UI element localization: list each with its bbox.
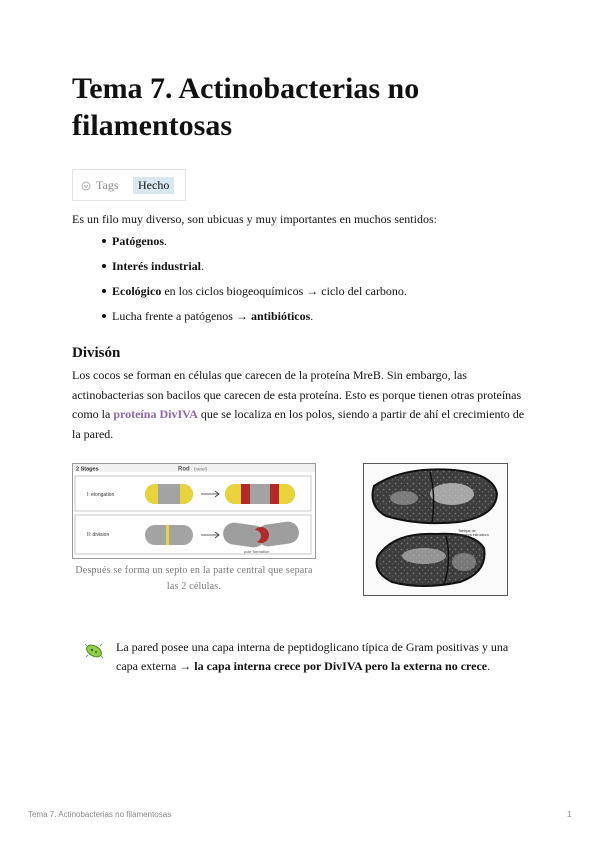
properties-box bbox=[72, 169, 186, 201]
rod-sub-label: (ranel) bbox=[194, 466, 208, 472]
divIVA-link[interactable]: proteína DivIVA bbox=[113, 407, 198, 421]
pole-formation-label: pole formation bbox=[244, 549, 270, 554]
row1-label: I: elongation bbox=[87, 492, 115, 498]
stages-label: 2 Stages bbox=[76, 466, 99, 473]
micrograph-annotation-1: Tabique de bbox=[458, 529, 476, 533]
figure-caption: Después se forma un septo en la parte central que separa las 2 células. bbox=[75, 565, 313, 592]
callout-text: La pared posee una capa interna de peptidoglicano típica de Gram positivas y una capa externa → la capa interna crece por DivIVA pero la externa no crece. bbox=[116, 640, 509, 673]
list-item bbox=[72, 257, 532, 282]
bullet-text: en los ciclos biogeoquímicos → ciclo del carbono. bbox=[161, 284, 407, 298]
bullet-text: . bbox=[201, 259, 205, 273]
bullet-text: . bbox=[164, 234, 167, 248]
footer-title: Tema 7. Actinobacterias no filamentosas bbox=[28, 810, 172, 819]
intro-paragraph: Es un filo muy diverso, son ubicuas y muy importantes en muchos sentidos: bbox=[72, 212, 437, 226]
tags-property bbox=[81, 178, 119, 193]
tag-icon bbox=[81, 181, 91, 191]
page-title: Tema 7. Actinobacterias no filamentosas bbox=[72, 72, 420, 142]
bullet-list bbox=[72, 232, 532, 332]
list-item bbox=[72, 232, 532, 257]
section-heading: Divisón bbox=[72, 345, 121, 361]
callout-bold: la capa interna crece por DivIVA pero la externa no crece bbox=[194, 659, 488, 673]
rod-label: Rod bbox=[178, 466, 190, 473]
list-item bbox=[72, 282, 532, 307]
micrograph-image bbox=[363, 463, 508, 596]
page-number: 1 bbox=[567, 810, 572, 819]
tags-label: Tags bbox=[96, 178, 119, 192]
bullet-bold: Ecológico bbox=[112, 284, 162, 298]
bacterium-icon bbox=[84, 642, 104, 660]
upper-cell bbox=[373, 469, 498, 523]
lower-cell bbox=[377, 534, 485, 586]
tag-chip[interactable]: Hecho bbox=[133, 177, 174, 194]
micrograph-annotation-2: la nueva estructura bbox=[458, 533, 489, 537]
bullet-text: Lucha frente a patógenos → bbox=[112, 309, 251, 323]
rod-cell-1 bbox=[145, 484, 193, 504]
row2-label: II: division bbox=[87, 532, 110, 538]
dividing-cell bbox=[145, 525, 193, 545]
bullet-bold: Interés industrial bbox=[112, 259, 202, 273]
division-diagram-image bbox=[72, 463, 316, 559]
bullet-text: . bbox=[310, 309, 314, 323]
bullet-bold: antibióticos bbox=[250, 309, 311, 323]
division-paragraph: Los cocos se forman en células que carecen de la proteína MreB. Sin embargo, las actinobacterias son bacilos que carecen de esta proteína. Esto es porque tienen otras proteínas como la proteína DivIVA que se localiza en los polos, siendo a partir de ahí el crecimiento de la pared. bbox=[72, 368, 525, 441]
bullet-bold: Patógenos bbox=[112, 234, 164, 248]
rod-cell-2 bbox=[225, 484, 295, 504]
list-item bbox=[72, 307, 532, 332]
